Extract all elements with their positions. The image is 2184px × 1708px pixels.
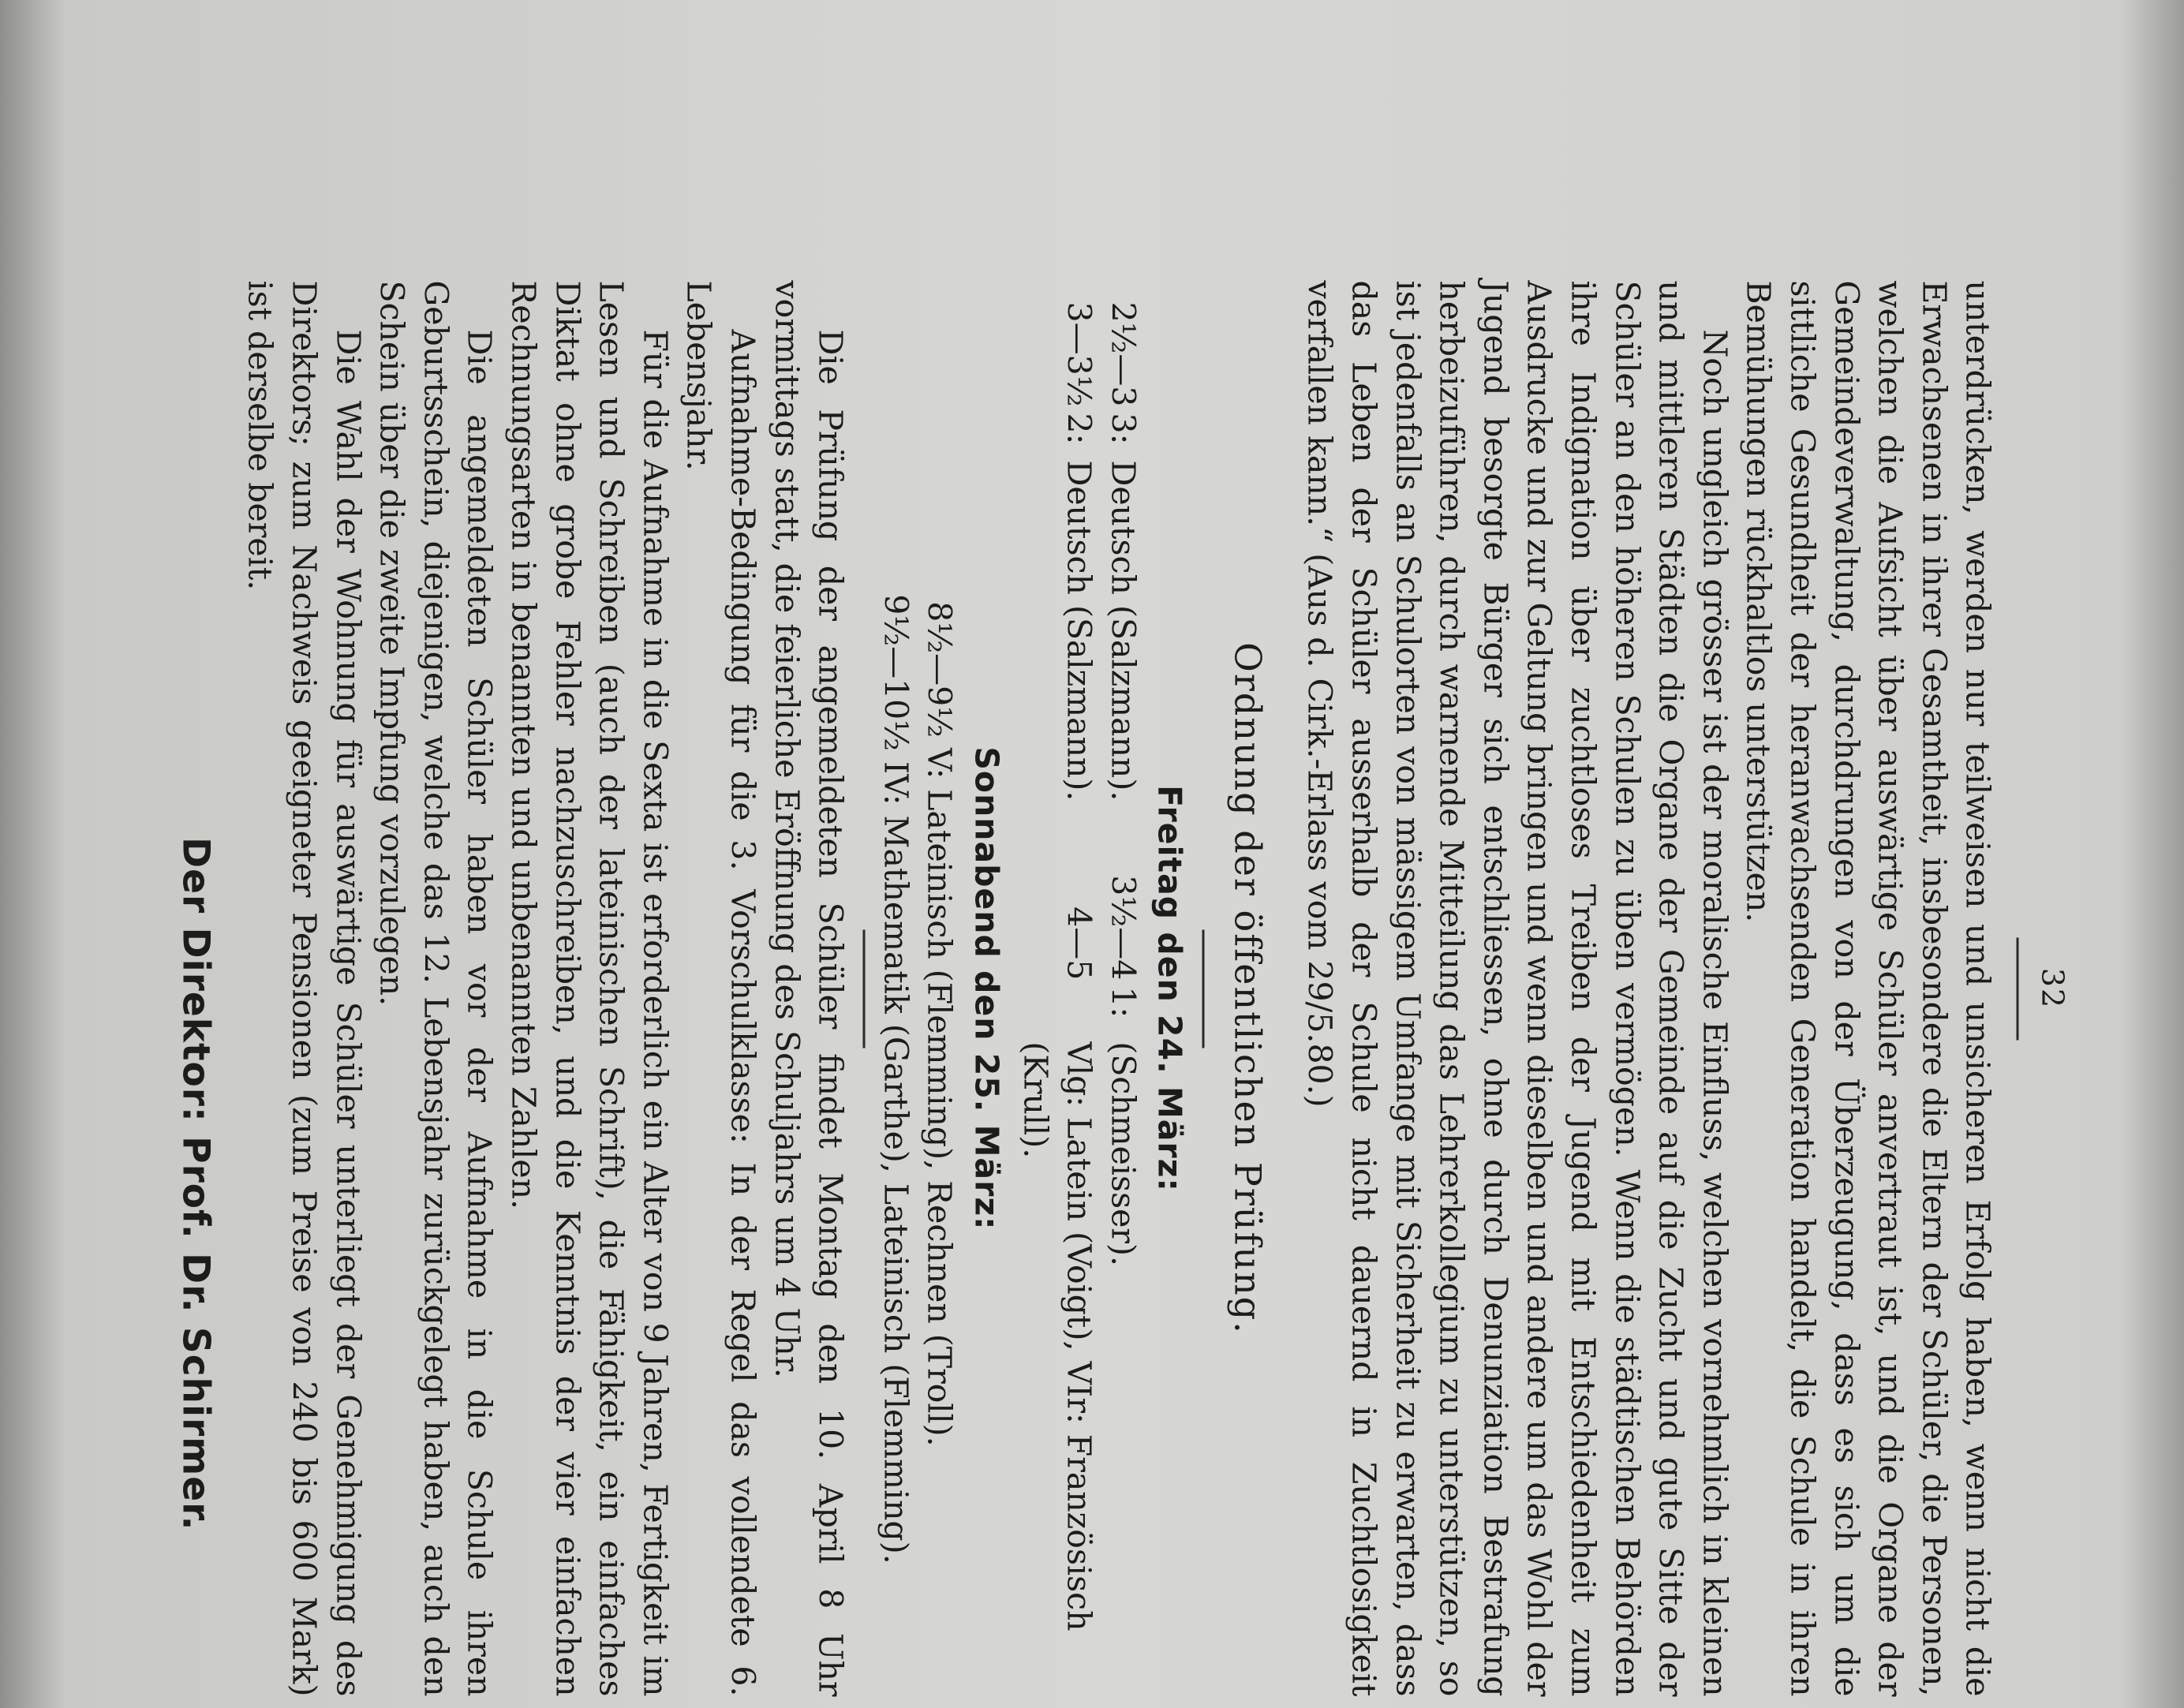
class: 2: — [1060, 413, 1098, 444]
saturday-line-1: 8½—9½ V: Lateinisch (Flemming), Rechnen (Troll). — [920, 600, 959, 1447]
paragraph-documents: Die angemeldeten Schüler haben vor der Aufnahme in die Schule ihren Geburtsschein, diejenigen, welche das 12. Lebensjahr zurückgelegt haben, auch den Schein über die zweite Impfung vorzulegen. — [372, 280, 499, 1696]
page-number-rule — [2016, 937, 2018, 1040]
time: 3—3½ — [1060, 301, 1098, 406]
page-content — [173, 280, 2074, 1696]
time: 2½—3 — [1103, 301, 1142, 406]
saturday-line-2: 9½—10½ IV: Mathematik (Garthe), Lateinisch (Flemming). — [876, 593, 914, 1564]
paragraph-sexta: Für die Aufnahme in die Sexta ist erforderlich ein Alter von 9 Jahren, Fertigkeit im Lesen und Schreiben (auch der lateinischen Schrift), die Fähigkeit, ein einfaches Diktat ohne grobe Fehler nachzuschreiben, und die Kenntnis der vier einfachen Rechnungsarten in benannten und unbenannten Zahlen. — [504, 280, 674, 1696]
heading-rule — [1202, 929, 1204, 1048]
saturday-heading: Sonnabend den 25. März: — [967, 746, 1005, 1231]
friday-line-2 — [1012, 280, 1100, 1696]
paragraph-influence: Noch ungleich grösser ist der moralische Einfluss, welchen vornehmlich in kleinen und mittleren Städten die Organe der Gemeinde auf die Zucht und gute Sitte der Schüler an den höheren Schulen zu üben vermögen. Wenn die städtischen Behörden ihre Indignation über zuchtloses Treiben der Jugend mit Entschiedenheit zum Ausdrucke und zur Geltung bringen und wenn dieselben und andere um das Wohl der Jugend besorgte Bürger sich entschliessen, ohne durch Denunziation Bestrafung herbeizuführen, durch warnende Mitteilung das Lehrerkollegium zu unterstützen, so ist jedenfalls an Schulorten von mässigem Umfange mit Sicherheit zu erwarten, dass das Leben der Schüler ausserhalb der Schule nicht dauernd in Zuchtlosigkeit verfallen kann.“ (Aus d. Cirk.-Erlass vom 29/5.80.) — [1300, 280, 1733, 1696]
class — [1012, 986, 1100, 1041]
subject: Deutsch (Salzmann). — [1103, 460, 1142, 801]
friday-heading: Freitag den 24. März: — [1150, 784, 1189, 1192]
exam-order-heading: Ordnung der öffentlichen Prüfung. — [1225, 641, 1269, 1335]
subject: Deutsch (Salzmann). — [1060, 460, 1098, 801]
class: 1: — [1103, 985, 1142, 1018]
paragraph-continuation: unterdrücken, werden nur teilweisen und unsicheren Erfolg haben, wenn nicht die Erwachsenen in ihrer Gesamtheit, insbesondere die Eltern der Schüler, die Personen, welchen die Aufsicht über auswärtige Schüler anvertraut ist, und die Organe der Gemeindeverwaltung, durchdrungen von der Überzeugung, dass es sich um die sittliche Gesundheit der heranwachsenden Generation handelt, die Schule in ihren Bemühungen rückhaltlos unterstützen. — [1739, 280, 1997, 1696]
director-signature: Der Direktor: Prof. Dr. Schirmer. — [173, 836, 217, 1530]
paragraph-exam-date: Die Prüfung der angemeldeten Schüler findet Montag den 10. April 8 Uhr vormittags statt, die feierliche Eröffnung des Schuljahrs um 4 Uhr. — [767, 280, 850, 1696]
paragraph-preschool: Aufnahme-Bedingung für die 3. Vorschulklasse: In der Regel das vollendete 6. Lebensjahr. — [679, 280, 761, 1696]
subject: (Schmeisser). — [1103, 1041, 1142, 1266]
subject: Vlg: Latein (Voigt), VIr: Französisch (Krull). — [1015, 1041, 1098, 1631]
section-rule — [862, 929, 865, 1048]
friday-line-1 — [1100, 280, 1144, 1696]
page-number: 32 — [2035, 967, 2070, 1009]
class: 3: — [1103, 413, 1142, 444]
time: 4—5 — [1060, 906, 1098, 980]
time: 3½—4 — [1103, 874, 1142, 980]
paragraph-housing: Die Wahl der Wohnung für auswärtige Schüler unterliegt der Genehmigung des Direktors; zum Nachweis geeigneter Pensionen (zum Preise von 240 bis 600 Mark) ist derselbe bereit. — [241, 280, 367, 1696]
